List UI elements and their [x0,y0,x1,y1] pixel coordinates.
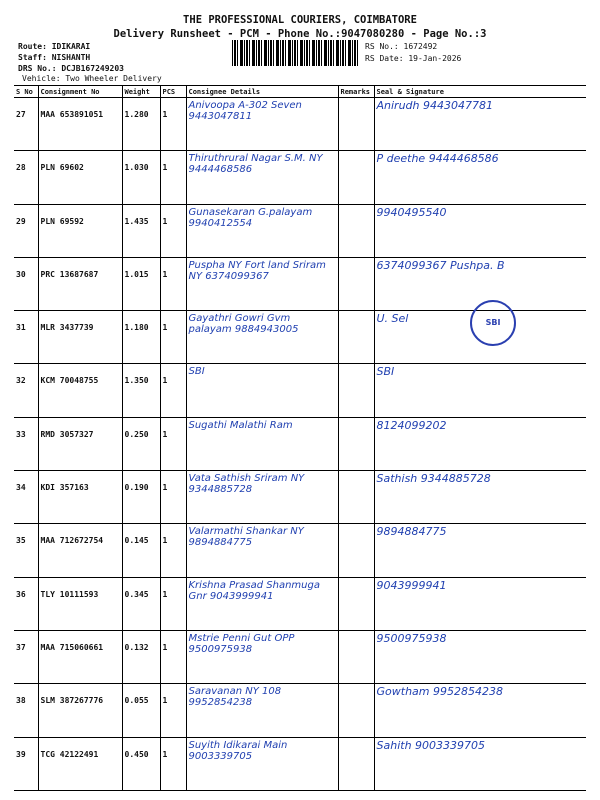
row-consignee-details [186,311,338,364]
row-remarks [338,417,374,470]
row-consignee-details-handwriting: Gayathri Gowri Gvm palayam 9884943005 [188,313,299,336]
table-header-row [14,86,586,98]
staff-label: Staff: NISHANTH [18,53,91,62]
row-consignee-details [186,630,338,683]
row-consignee-details [186,417,338,470]
row-weight: 0.450 [122,737,160,790]
runsheet-table [14,85,586,791]
row-consignee-details [186,257,338,310]
row-remarks [338,311,374,364]
col-consignment-no: Consignment No [38,86,122,98]
row-seal-signature-handwriting: Anirudh 9443047781 [376,99,493,112]
row-sno: 31 [14,311,38,364]
table-row [14,630,586,683]
rs-date: RS Date: 19-Jan-2026 [365,54,462,63]
company-title: THE PROFESSIONAL COURIERS, COIMBATORE [183,14,417,26]
row-weight: 1.435 [122,204,160,257]
row-seal-signature-handwriting: 9500975938 [376,631,447,645]
row-pcs: 1 [160,417,186,470]
row-weight: 1.280 [122,98,160,151]
table-row [14,471,586,524]
row-consignee-details [186,364,338,417]
row-seal-signature-handwriting: Gowtham 9952854238 [376,685,503,699]
row-sno: 36 [14,577,38,630]
row-remarks [338,364,374,417]
row-consignment-no: TCG 42122491 [38,737,122,790]
row-sno: 27 [14,98,38,151]
row-weight: 0.250 [122,417,160,470]
row-weight: 1.015 [122,257,160,310]
row-weight: 0.345 [122,577,160,630]
row-seal-signature-handwriting: SBI [376,365,395,379]
row-sno: 34 [14,471,38,524]
row-consignee-details [186,98,338,151]
row-consignee-details [186,737,338,790]
row-seal-signature [374,471,586,524]
row-consignment-no: MAA 712672754 [38,524,122,577]
row-seal-signature [374,524,586,577]
row-weight: 0.132 [122,630,160,683]
table-row [14,524,586,577]
row-seal-signature-handwriting: 8124099202 [376,418,447,432]
table-row [14,98,586,151]
row-seal-signature-handwriting: 9894884775 [376,525,447,539]
table-row [14,684,586,737]
row-weight: 0.190 [122,471,160,524]
row-pcs: 1 [160,364,186,417]
row-consignee-details-handwriting: Puspha NY Fort land Sriram NY 6374099367 [188,259,326,282]
row-seal-signature [374,577,586,630]
row-pcs: 1 [160,311,186,364]
rs-number: RS No.: 1672492 [365,42,438,51]
drs-label: DRS No.: DCJB167249203 [18,64,124,73]
row-pcs: 1 [160,471,186,524]
row-consignment-no: SLM 387267776 [38,684,122,737]
row-seal-signature-handwriting: Sahith 9003339705 [376,738,486,752]
table-row [14,151,586,204]
col-pcs: PCS [160,86,186,98]
row-sno: 32 [14,364,38,417]
row-sno: 28 [14,151,38,204]
route-label: Route: IDIKARAI [18,42,91,51]
row-consignment-no: MAA 715060661 [38,630,122,683]
row-sno: 35 [14,524,38,577]
row-pcs: 1 [160,737,186,790]
row-seal-signature [374,98,586,151]
row-sno: 30 [14,257,38,310]
table-row [14,577,586,630]
row-sno: 33 [14,417,38,470]
col-sno: S No [14,86,38,98]
row-seal-signature [374,364,586,417]
row-weight: 1.180 [122,311,160,364]
row-remarks [338,577,374,630]
row-consignment-no: KDI 357163 [38,471,122,524]
row-pcs: 1 [160,524,186,577]
table-row [14,417,586,470]
row-consignee-details [186,151,338,204]
row-seal-signature-handwriting: 9043999941 [376,578,447,592]
row-consignee-details [186,577,338,630]
row-seal-signature-handwriting: 6374099367 Pushpa. B [376,258,505,272]
row-sno: 29 [14,204,38,257]
row-weight: 0.055 [122,684,160,737]
row-seal-signature [374,204,586,257]
row-consignee-details-handwriting: Mstrie Penni Gut OPP 9500975938 [188,632,295,655]
col-weight: Weight [122,86,160,98]
col-consignee-details: Consignee Details [186,86,338,98]
row-consignee-details-handwriting: Thiruthrural Nagar S.M. NY 9444468586 [188,153,323,176]
row-remarks [338,471,374,524]
row-consignee-details-handwriting: Vata Sathish Sriram NY 9344885728 [188,473,305,496]
row-seal-signature-handwriting: Sathish 9344885728 [376,472,491,486]
row-seal-signature-handwriting: P deethe 9444468586 [376,152,499,166]
row-weight: 1.030 [122,151,160,204]
row-consignee-details [186,471,338,524]
row-sno: 39 [14,737,38,790]
row-consignee-details [186,524,338,577]
bank-seal-stamp: SBI [470,300,516,346]
row-consignment-no: KCM 70048755 [38,364,122,417]
row-consignment-no: PLN 69592 [38,204,122,257]
row-consignment-no: MLR 3437739 [38,311,122,364]
row-seal-signature [374,151,586,204]
row-consignee-details-handwriting: SBI [188,366,205,378]
row-consignment-no: MAA 653891051 [38,98,122,151]
row-pcs: 1 [160,630,186,683]
row-pcs: 1 [160,577,186,630]
row-remarks [338,737,374,790]
row-remarks [338,151,374,204]
row-seal-signature-handwriting: U. Sel [376,312,409,326]
table-row [14,737,586,790]
row-seal-signature [374,684,586,737]
row-consignee-details-handwriting: Krishna Prasad Shanmuga Gnr 9043999941 [188,579,320,602]
barcode [232,40,358,66]
row-remarks [338,98,374,151]
row-seal-signature [374,417,586,470]
row-pcs: 1 [160,257,186,310]
row-consignee-details-handwriting: Valarmathi Shankar NY 9894884775 [188,526,304,549]
row-weight: 1.350 [122,364,160,417]
row-consignee-details-handwriting: Suyith Idikarai Main 9003339705 [188,739,288,762]
col-seal-signature: Seal & Signature [374,86,586,98]
row-consignment-no: TLY 10111593 [38,577,122,630]
row-consignee-details [186,684,338,737]
row-consignment-no: PRC 13687687 [38,257,122,310]
row-pcs: 1 [160,204,186,257]
row-pcs: 1 [160,98,186,151]
col-remarks: Remarks [338,86,374,98]
row-weight: 0.145 [122,524,160,577]
row-remarks [338,684,374,737]
row-consignee-details-handwriting: Saravanan NY 108 9952854238 [188,686,282,709]
table-row [14,364,586,417]
runsheet-subtitle: Delivery Runsheet - PCM - Phone No.:9047080280 - Page No.:3 [113,28,487,40]
table-row [14,204,586,257]
row-seal-signature-handwriting: 9940495540 [376,205,447,219]
row-consignment-no: RMD 3057327 [38,417,122,470]
row-pcs: 1 [160,151,186,204]
row-consignee-details-handwriting: Sugathi Malathi Ram [188,419,293,431]
row-remarks [338,524,374,577]
row-sno: 38 [14,684,38,737]
row-pcs: 1 [160,684,186,737]
row-remarks [338,204,374,257]
row-consignee-details [186,204,338,257]
row-sno: 37 [14,630,38,683]
row-consignment-no: PLN 69602 [38,151,122,204]
row-remarks [338,257,374,310]
row-seal-signature [374,630,586,683]
row-consignee-details-handwriting: Anivoopa A-302 Seven 9443047811 [188,100,302,122]
row-seal-signature [374,737,586,790]
row-remarks [338,630,374,683]
vehicle-label: Vehicle: Two Wheeler Delivery [22,74,162,83]
row-consignee-details-handwriting: Gunasekaran G.palayam 9940412554 [188,206,313,229]
